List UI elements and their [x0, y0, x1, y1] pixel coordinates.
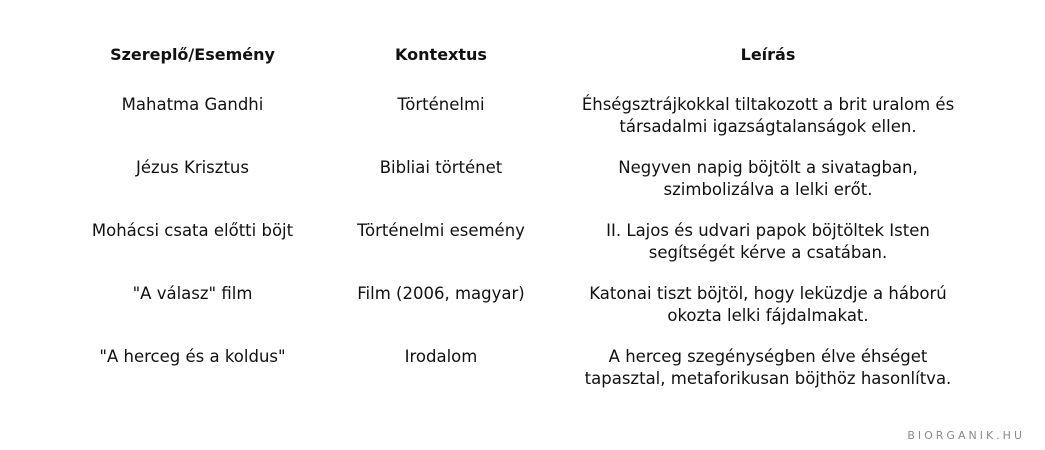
- header-figure: Szereplő/Esemény: [110, 45, 275, 64]
- table-row: [70, 346, 970, 409]
- header-description: Leírás: [740, 45, 796, 64]
- table-row: [70, 220, 970, 283]
- context-cell: Történelmi esemény: [357, 221, 525, 240]
- context-cell: Bibliai történet: [379, 158, 503, 177]
- figure-cell: "A herceg és a koldus": [99, 347, 286, 366]
- description-cell: II. Lajos és udvari papok böjtöltek Isten segítségét kérve a csatában.: [606, 221, 930, 262]
- context-cell: Irodalom: [404, 347, 478, 366]
- site-watermark: BIORGANIK.HU: [907, 429, 1025, 442]
- table-row: [70, 94, 970, 157]
- context-cell: Történelmi: [397, 95, 485, 114]
- description-cell: Negyven napig böjtölt a sivatagban, szimbolizálva a lelki erőt.: [618, 158, 918, 199]
- fasting-table: [70, 41, 970, 409]
- description-cell: A herceg szegénységben élve éhséget tapasztal, metaforikusan böjthöz hasonlítva.: [584, 347, 952, 388]
- figure-cell: Mahatma Gandhi: [121, 95, 264, 114]
- table-header-row: [70, 41, 970, 83]
- figure-cell: Mohácsi csata előtti böjt: [91, 221, 294, 240]
- context-cell: Film (2006, magyar): [357, 284, 525, 303]
- figure-cell: Jézus Krisztus: [136, 158, 249, 177]
- table-row: [70, 157, 970, 220]
- description-cell: Katonai tiszt böjtöl, hogy leküzdje a háború okozta lelki fájdalmakat.: [589, 284, 947, 325]
- header-context: Kontextus: [395, 45, 487, 64]
- description-cell: Éhségsztrájkokkal tiltakozott a brit uralom és társadalmi igazságtalanságok ellen.: [581, 95, 955, 136]
- table-row: [70, 283, 970, 346]
- figure-cell: "A válasz" film: [132, 284, 253, 303]
